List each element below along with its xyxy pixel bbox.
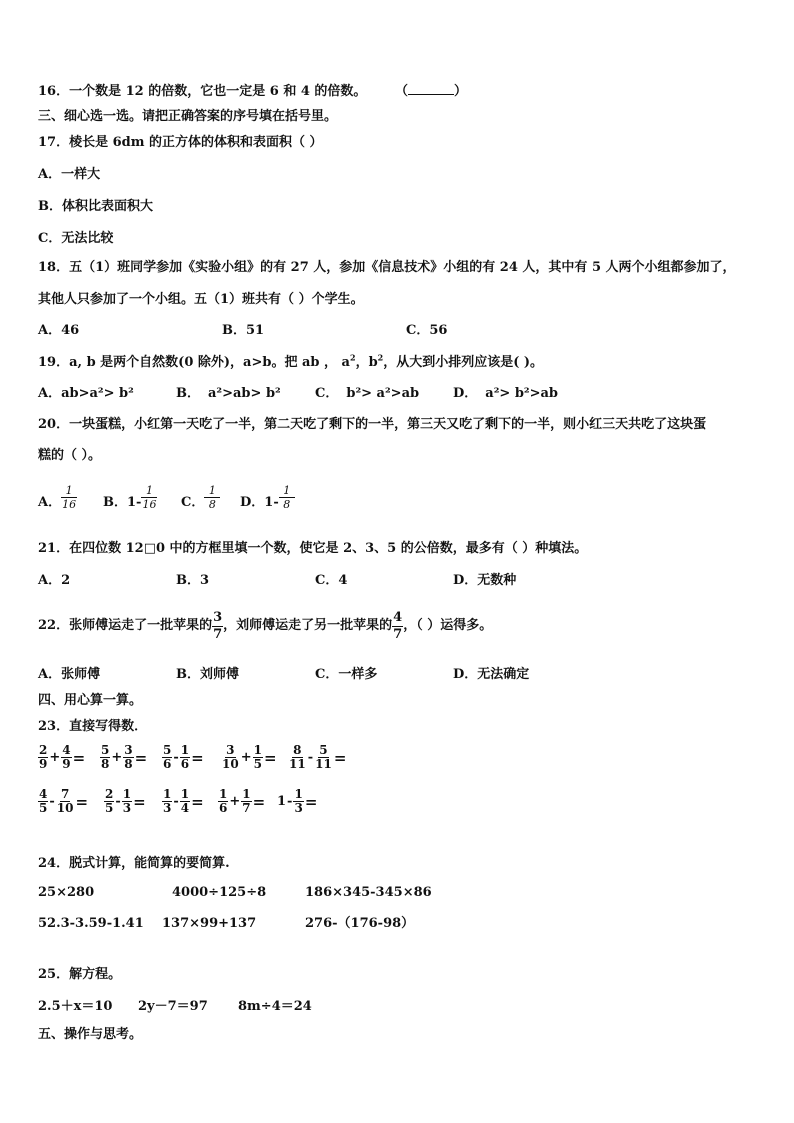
fraction: 8 11 <box>289 743 306 771</box>
question-22-option-b: B．刘师傅 <box>176 667 239 682</box>
answer-paren-open: （ <box>394 84 408 99</box>
fraction: 4 5 <box>39 787 48 815</box>
question-25-text: 25．解方程。 <box>38 967 122 982</box>
equation: 2.5＋x＝10 <box>38 999 113 1014</box>
question-24-text: 24．脱式计算，能简算的要简算. <box>38 856 230 871</box>
calc-expression: 5 8 + $\frac{3}{8}$ = <box>101 743 148 771</box>
calc-item: 276-（176-98） <box>305 916 415 931</box>
calc-expression: 3 10 + $\frac{1}{5}$ = <box>222 743 277 771</box>
section-5-heading: 五、操作与思考。 <box>38 1027 143 1042</box>
question-18-line-1: 18．五（1）班同学参加《实验小组》的有 27 人，参加《信息技术》小组的有 24 人，其中有 5 人两个小组都参加了， <box>38 260 736 275</box>
calc-expression: 4 5 - $\frac{7}{10}$ = <box>39 787 89 815</box>
fraction: $\frac{1}{3}$ <box>294 787 303 815</box>
question-18-line-2: 其他人只参加了一个小组。五（1）班共有（ ）个学生。 <box>38 292 364 307</box>
question-22-option-c: C．一样多 <box>315 667 378 682</box>
question-19-option-a: A．ab>a²> b² <box>38 386 134 401</box>
question-22-text-a: 22．张师傅运走了一批苹果的 <box>38 618 213 633</box>
calc-expression: 1 6 + $\frac{1}{7}$ = <box>219 787 266 815</box>
calc-expression: 1 - $\frac{1}{3}$ = <box>277 787 318 815</box>
question-19-text <box>38 354 543 372</box>
calc-item: 4000÷125÷8 <box>172 885 267 900</box>
question-20-option-a: A． 1 16 <box>38 484 77 511</box>
question-17-text: 17．棱长是 6dm 的正方体的体积和表面积（ ） <box>38 135 323 150</box>
question-16-text: 16．一个数是 12 的倍数，它也一定是 6 和 4 的倍数。 <box>38 84 367 99</box>
fraction-3-7: 3 7 <box>213 609 223 642</box>
question-19-text-a: 19．a, b 是两个自然数(0 除外)，a>b。把 ab ， a <box>38 355 350 370</box>
fraction: $\frac{1}{6}$ <box>180 743 190 771</box>
section-4-heading: 四、用心算一算。 <box>38 693 143 708</box>
question-19-option-d: D． a²> b²>ab <box>453 386 559 401</box>
fraction: 5 6 <box>163 743 172 771</box>
calc-item: 137×99+137 <box>162 916 257 931</box>
question-20-option-b: B． 1- 1 16 <box>103 484 157 511</box>
fraction: $\frac{3}{8}$ <box>124 743 133 771</box>
question-20-option-d: D． 1- 1 8 <box>240 484 295 511</box>
answer-paren-close: ） <box>453 84 467 99</box>
question-22-option-a: A．张师傅 <box>38 667 101 682</box>
question-16 <box>38 82 467 101</box>
calc-item: 52.3-3.59-1.41 <box>38 916 144 931</box>
equation: 2y－7＝97 <box>138 999 208 1014</box>
question-19-text-b: ，b <box>355 355 378 370</box>
question-22-text <box>38 608 492 644</box>
fraction: 2 9 <box>39 743 48 771</box>
superscript-2: 2 <box>377 352 384 363</box>
question-19-option-c: C． b²> a²>ab <box>315 386 420 401</box>
question-20-line-1: 20．一块蛋糕，小红第一天吃了一半，第二天吃了剩下的一半，第三天又吃了剩下的一半，则小红三天共吃了这块蛋 <box>38 417 707 432</box>
fraction: 2 5 <box>105 787 114 815</box>
question-19-option-b: B． a²>ab> b² <box>176 386 281 401</box>
question-17-option-b: B．体积比表面积大 <box>38 199 153 214</box>
fraction: 5 8 <box>101 743 110 771</box>
question-23-text: 23．直接写得数． <box>38 719 148 734</box>
question-21-option-d: D．无数种 <box>453 573 517 588</box>
superscript-2: 2 <box>349 352 356 363</box>
calc-expression: 1 3 - $\frac{1}{4}$ = <box>163 787 204 815</box>
question-21-option-a: A．2 <box>38 573 71 588</box>
fraction: $\frac{1}{4}$ <box>180 787 190 815</box>
question-18-option-b: B．51 <box>222 323 265 338</box>
fraction-4-7: 4 7 <box>393 609 403 642</box>
question-22-option-d: D．无法确定 <box>453 667 530 682</box>
calc-expression: 2 5 - $\frac{1}{3}$ = <box>105 787 146 815</box>
question-19-text-c: ，从大到小排列应该是( )。 <box>383 355 544 370</box>
fraction: 1 6 <box>219 787 228 815</box>
fraction: $\frac{7}{10}$ <box>56 787 74 815</box>
question-21-option-b: B．3 <box>176 573 210 588</box>
question-21-option-c: C．4 <box>315 573 348 588</box>
fraction: 1 3 <box>163 787 172 815</box>
question-17-option-a: A．一样大 <box>38 167 101 182</box>
question-18-option-c: C．56 <box>406 323 448 338</box>
fraction: 3 10 <box>222 743 239 771</box>
question-22-text-c: ，（ ）运得多。 <box>403 618 493 633</box>
question-20-line-2: 糕的（ ）。 <box>38 448 102 463</box>
fraction: $\frac{1}{7}$ <box>242 787 251 815</box>
question-18-option-a: A．46 <box>38 323 80 338</box>
section-3-heading: 三、细心选一选。请把正确答案的序号填在括号里。 <box>38 109 338 124</box>
calc-expression: 5 6 - $\frac{1}{6}$ = <box>163 743 204 771</box>
fraction: $\frac{1}{5}$ <box>253 743 262 771</box>
answer-blank[interactable] <box>408 82 454 95</box>
calc-expression: 8 11 - $\frac{5}{11}$ = <box>289 743 347 771</box>
question-17-option-c: C．无法比较 <box>38 231 114 246</box>
calc-item: 186×345-345×86 <box>305 885 432 900</box>
question-21-text: 21．在四位数 12□0 中的方框里填一个数，使它是 2、3、5 的公倍数，最多有（ ）种填法。 <box>38 541 588 556</box>
equation: 8m÷4＝24 <box>238 999 312 1014</box>
fraction: $\frac{4}{9}$ <box>62 743 71 771</box>
calc-item: 25×280 <box>38 885 95 900</box>
question-20-option-c: C． 1 8 <box>181 484 220 511</box>
calc-expression: 2 9 + $\frac{4}{9}$ = <box>39 743 86 771</box>
fraction: $\frac{5}{11}$ <box>315 743 332 771</box>
question-22-text-b: ，刘师傅运走了另一批苹果的 <box>223 618 393 633</box>
fraction: $\frac{1}{3}$ <box>122 787 132 815</box>
